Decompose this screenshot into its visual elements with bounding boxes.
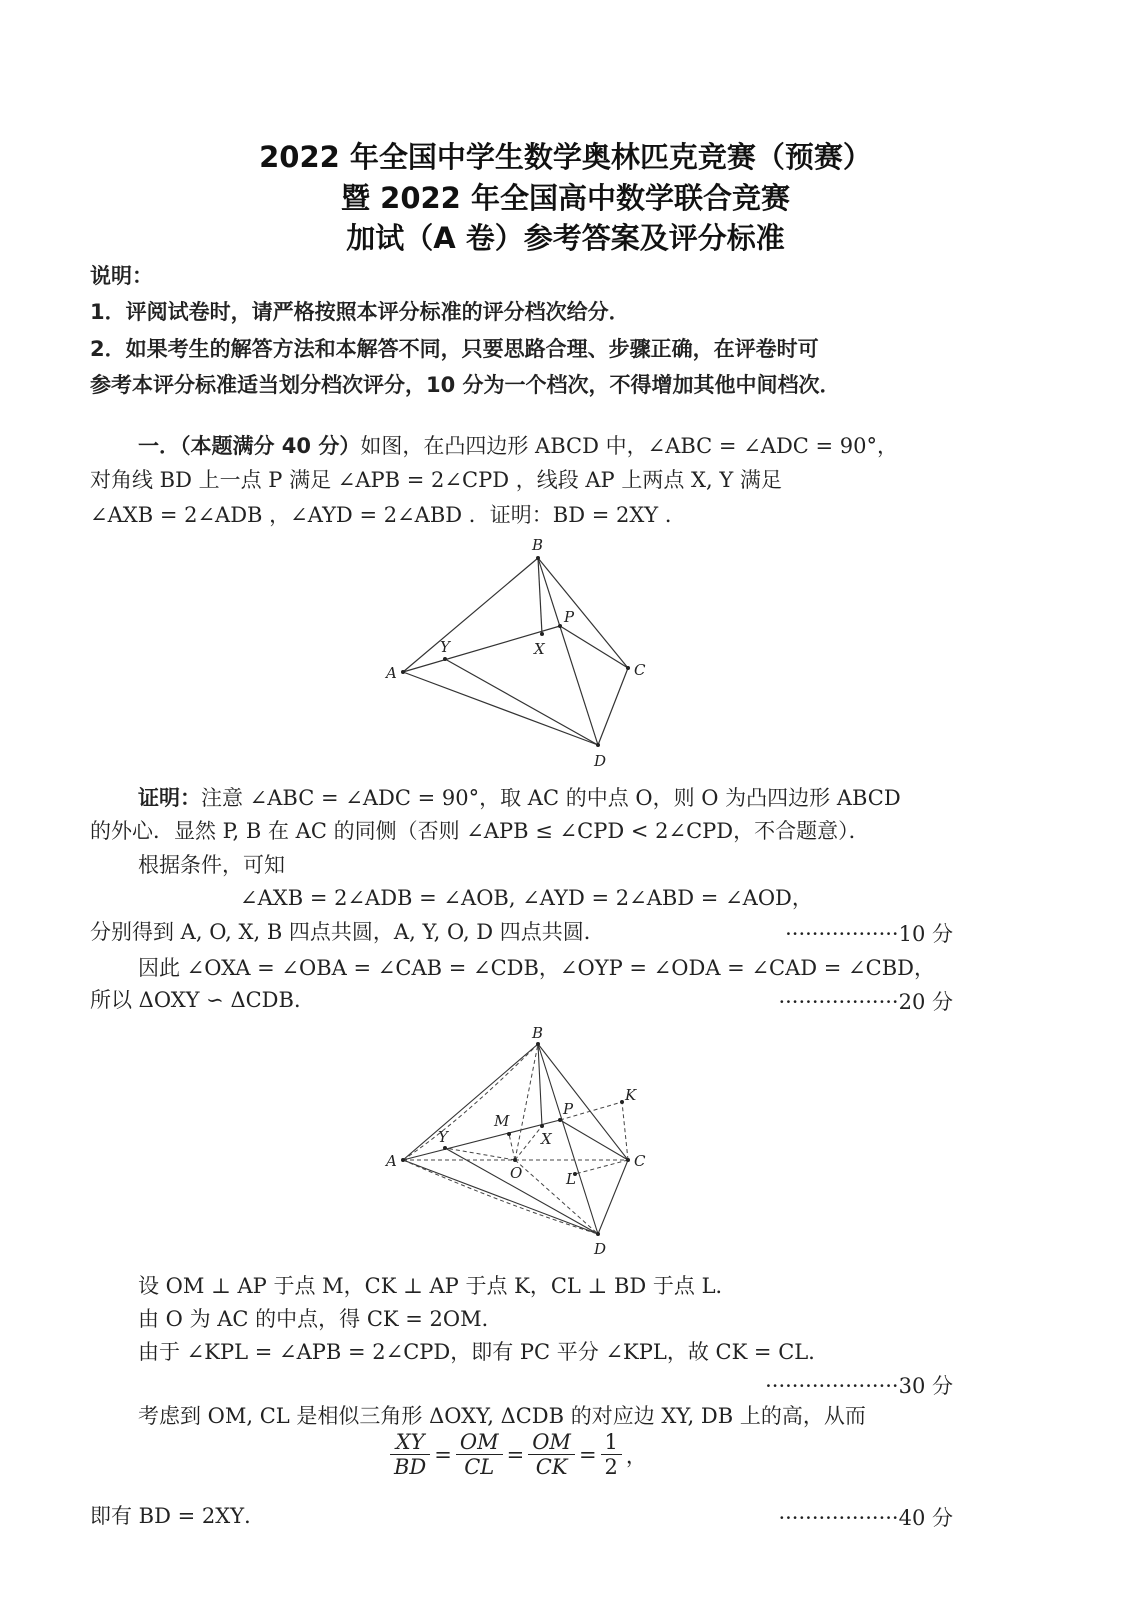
label-a: A — [386, 664, 397, 682]
proof-line-6: 因此 ∠OXA = ∠OBA = ∠CAB = ∠CDB，∠OYP = ∠ODA = ∠CAD = ∠CBD， — [138, 956, 935, 980]
score-10: ·················10 分 — [785, 922, 953, 946]
proof-line-1 — [138, 784, 998, 812]
proof-line-4: ∠AXB = 2∠ADB = ∠AOB, ∠AYD = 2∠ABD = ∠AOD， — [240, 886, 813, 910]
fig2-point-o — [513, 1158, 517, 1162]
notes-item-1: 1．评阅试卷时，请严格按照本评分标准的评分档次给分． — [90, 300, 630, 324]
fig2-label-c: C — [634, 1152, 646, 1170]
proof-line-2: 的外心．显然 P, B 在 AC 的同侧（否则 ∠APB ≤ ∠CPD < 2∠CPD，不合题意）． — [90, 819, 870, 843]
fig2-label-d: D — [594, 1240, 607, 1258]
title-line-3: 加试（A 卷）参考答案及评分标准 — [346, 221, 785, 255]
point-p — [558, 624, 562, 628]
fraction-om-cl — [456, 1430, 503, 1479]
fraction-3-denominator: CK — [535, 1455, 568, 1479]
notes-item-2b: 参考本评分标准适当划分档次评分，10 分为一个档次，不得增加其他中间档次． — [90, 373, 841, 397]
equals-sign-1: = — [434, 1442, 452, 1467]
problem-line-2: 对角线 BD 上一点 P 满足 ∠APB = 2∠CPD ，线段 AP 上两点 X, Y 满足 — [90, 468, 782, 492]
fig2-segment-cd — [598, 1160, 628, 1234]
fraction-one-half — [601, 1430, 622, 1479]
problem-line-3: ∠AXB = 2∠ADB ，∠AYD = 2∠ABD ．证明：BD = 2XY ． — [90, 503, 686, 527]
fraction-2-denominator: CL — [464, 1455, 495, 1479]
fig2-label-o: O — [510, 1164, 523, 1182]
fraction-4-denominator: 2 — [604, 1455, 618, 1479]
fig2-point-b — [536, 1042, 540, 1046]
fraction-xy-bd — [390, 1430, 430, 1479]
proof2-line-1: 设 OM ⊥ AP 于点 M，CK ⊥ AP 于点 K，CL ⊥ BD 于点 L． — [138, 1274, 737, 1298]
proof2-line-3: 由于 ∠KPL = ∠APB = 2∠CPD，即有 PC 平分 ∠KPL，故 CK = CL． — [138, 1340, 830, 1364]
fraction-2-numerator: OM — [456, 1430, 503, 1455]
fig2-segment-ck — [622, 1102, 628, 1160]
proof-text-1: 注意 ∠ABC = ∠ADC = 90°，取 AC 的中点 O，则 O 为凸四边形 ABCD — [201, 786, 901, 810]
figure-1-quadrilateral — [370, 530, 670, 775]
proof-label: 证明： — [138, 786, 201, 810]
fig2-point-m — [507, 1132, 511, 1136]
label-d: D — [594, 752, 607, 770]
score-40: ··················40 分 — [778, 1506, 953, 1530]
title-line-2: 暨 2022 年全国高中数学联合竞赛 — [341, 181, 790, 215]
fig2-label-k: K — [625, 1086, 637, 1104]
label-c: C — [634, 661, 646, 679]
fig2-segment-om — [509, 1134, 515, 1160]
ratio-equation — [386, 1430, 647, 1479]
figure-2-auxiliary — [370, 1022, 670, 1262]
fig2-point-c — [626, 1158, 630, 1162]
equation-comma: ， — [625, 1443, 647, 1468]
fraction-om-ck — [528, 1430, 575, 1479]
segment-da — [403, 672, 598, 745]
proof-line-7: 所以 ΔOXY ∽ ΔCDB． — [90, 988, 315, 1012]
fraction-1-denominator: BD — [394, 1455, 427, 1479]
proof-line-5: 分别得到 A, O, X, B 四点共圆，A, Y, O, D 四点共圆． — [90, 920, 605, 944]
proof2-line-2: 由 O 为 AC 的中点，得 CK = 2OM． — [138, 1307, 503, 1331]
title-line-1: 2022 年全国中学生数学奥林匹克竞赛（预赛） — [259, 140, 872, 174]
equals-sign-3: = — [578, 1442, 597, 1467]
segment-ab — [403, 558, 538, 672]
fraction-1-numerator: XY — [390, 1430, 430, 1455]
notes-item-2a: 2．如果考生的解答方法和本解答不同，只要思路合理、步骤正确，在评卷时可 — [90, 337, 819, 361]
point-x — [540, 632, 544, 636]
score-20: ··················20 分 — [778, 990, 953, 1014]
point-a — [401, 670, 405, 674]
problem-line-1 — [138, 432, 998, 460]
proof-line-3: 根据条件，可知 — [138, 853, 285, 877]
equals-sign-2: = — [506, 1442, 525, 1467]
point-d — [596, 743, 600, 747]
fig2-segment-ox — [515, 1126, 542, 1160]
problem-text-1: 如图，在凸四边形 ABCD 中，∠ABC = ∠ADC = 90°， — [360, 434, 899, 458]
fig2-point-k — [620, 1100, 624, 1104]
fig2-label-x: X — [541, 1130, 552, 1148]
fig2-label-m: M — [494, 1112, 510, 1130]
segment-cd — [598, 668, 628, 745]
fig2-label-l: L — [566, 1170, 576, 1188]
problem-label: 一．（本题满分 40 分） — [138, 434, 361, 458]
label-b: B — [532, 536, 544, 554]
fig2-point-x — [540, 1124, 544, 1128]
fig2-segment-cl — [575, 1160, 628, 1174]
point-b — [536, 556, 540, 560]
segment-bc — [538, 558, 628, 668]
fig2-point-d — [596, 1232, 600, 1236]
proof2-line-4: 考虑到 OM, CL 是相似三角形 ΔOXY, ΔCDB 的对应边 XY, DB 上的高，从而 — [138, 1404, 866, 1428]
label-y: Y — [440, 638, 450, 656]
fig2-label-y: Y — [438, 1128, 448, 1146]
label-x: X — [534, 640, 545, 658]
fig2-point-y — [443, 1146, 447, 1150]
segment-pc — [560, 626, 628, 668]
point-c — [626, 666, 630, 670]
fig2-label-a: A — [386, 1152, 397, 1170]
point-y — [443, 657, 447, 661]
fig2-point-p — [558, 1118, 562, 1122]
fraction-4-numerator: 1 — [601, 1430, 622, 1455]
fig2-segment-pc — [560, 1120, 628, 1160]
label-p: P — [564, 608, 575, 626]
notes-heading: 说明： — [90, 264, 153, 288]
fig2-point-a — [401, 1158, 405, 1162]
fig2-label-p: P — [563, 1100, 574, 1118]
score-30: ····················30 分 — [765, 1374, 953, 1398]
proof2-line-5: 即有 BD = 2XY． — [90, 1504, 266, 1528]
fig2-label-b: B — [532, 1024, 544, 1042]
fraction-3-numerator: OM — [528, 1430, 575, 1455]
